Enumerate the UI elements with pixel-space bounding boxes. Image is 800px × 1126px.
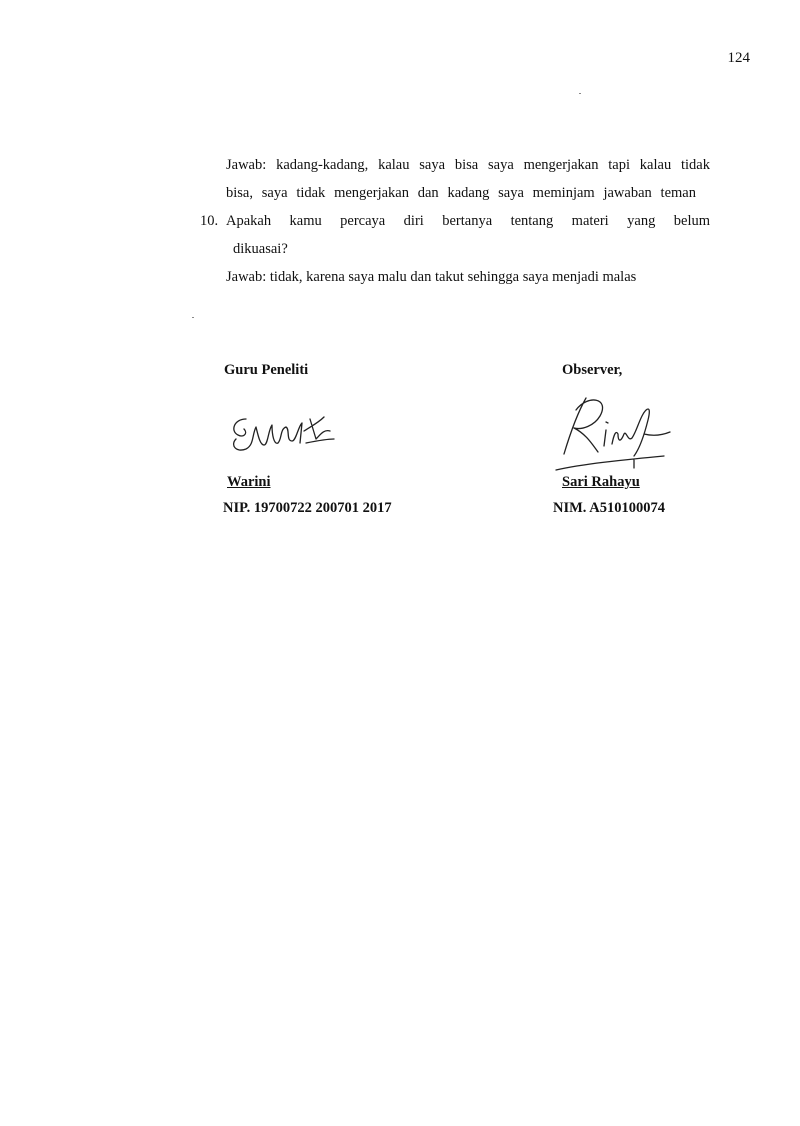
left-signer-name: Warini (227, 474, 271, 490)
question-10-number: 10. (200, 213, 219, 229)
question-10-line-1: Apakah kamu percaya diri bertanya tentang materi yang belum (226, 213, 710, 229)
right-signature-image (552, 390, 676, 474)
left-signature-image (226, 405, 338, 459)
left-signer-role: Guru Peneliti (224, 362, 309, 378)
answer-9-line-1: Jawab: kadang-kadang, kalau saya bisa saya mengerjakan tapi kalau tidak (226, 157, 710, 173)
question-10-line-2: dikuasai? (233, 241, 288, 257)
right-signer-nim: NIM. A510100074 (553, 500, 665, 516)
scan-speck (192, 317, 194, 318)
question-10-answer: Jawab: tidak, karena saya malu dan takut sehingga saya menjadi malas (226, 269, 637, 285)
scan-speck (579, 93, 581, 94)
left-signer-nip: NIP. 19700722 200701 2017 (223, 500, 392, 516)
right-signer-role: Observer, (562, 362, 623, 378)
right-signer-name: Sari Rahayu (562, 474, 640, 490)
page-number: 124 (727, 50, 750, 66)
answer-9-line-2: bisa, saya tidak mengerjakan dan kadang saya meminjam jawaban teman (226, 185, 696, 201)
